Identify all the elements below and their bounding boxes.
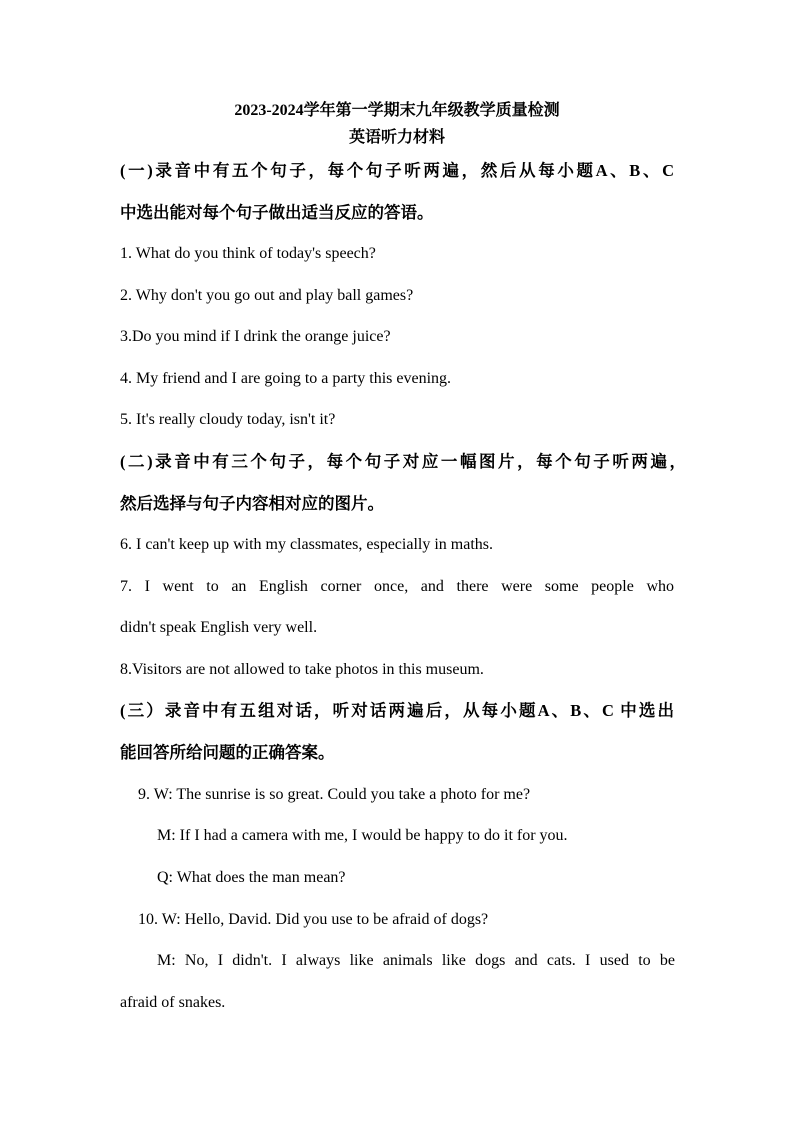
question-8: 8.Visitors are not allowed to take photos in this museum. bbox=[120, 661, 484, 678]
section-2-heading-cont: 然后选择与句子内容相对应的图片。 bbox=[120, 494, 384, 513]
section-2-heading: (二)录音中有三个句子，每个句子对应一幅图片，每个句子听两遍， bbox=[120, 452, 686, 471]
dialogue-9-man: M: If I had a camera with me, I would be happy to do it for you. bbox=[157, 827, 568, 844]
dialogue-10-woman: 10. W: Hello, David. Did you use to be afraid of dogs? bbox=[138, 911, 489, 928]
question-5: 5. It's really cloudy today, isn't it? bbox=[120, 411, 336, 428]
dialogue-10-man: M: No, I didn't. I always like animals like dogs and cats. I used to be bbox=[157, 952, 675, 969]
dialogue-10-man-cont: afraid of snakes. bbox=[120, 994, 226, 1011]
exam-subtitle: 英语听力材料 bbox=[348, 129, 445, 146]
question-1: 1. What do you think of today's speech? bbox=[120, 245, 376, 262]
question-7-cont: didn't speak English very well. bbox=[120, 619, 318, 636]
question-4: 4. My friend and I are going to a party this evening. bbox=[120, 370, 452, 387]
section-3-heading: (三）录音中有五组对话，听对话两遍后，从每小题A、B、C 中选出 bbox=[120, 701, 674, 720]
question-2: 2. Why don't you go out and play ball games? bbox=[120, 287, 414, 304]
question-3: 3.Do you mind if I drink the orange juice? bbox=[120, 328, 391, 345]
question-6: 6. I can't keep up with my classmates, especially in maths. bbox=[120, 536, 494, 553]
section-1-heading-cont: 中选出能对每个句子做出适当反应的答语。 bbox=[120, 203, 434, 222]
exam-title: 2023-2024学年第一学期末九年级教学质量检测 bbox=[234, 102, 560, 119]
question-7: 7. I went to an English corner once, and there were some people who bbox=[120, 578, 674, 595]
section-3-heading-cont: 能回答所给问题的正确答案。 bbox=[120, 743, 335, 762]
dialogue-9-woman: 9. W: The sunrise is so great. Could you take a photo for me? bbox=[138, 786, 531, 803]
section-1-heading: (一)录音中有五个句子，每个句子听两遍，然后从每小题A、B、C bbox=[120, 161, 674, 180]
dialogue-9-question: Q: What does the man mean? bbox=[157, 869, 346, 886]
